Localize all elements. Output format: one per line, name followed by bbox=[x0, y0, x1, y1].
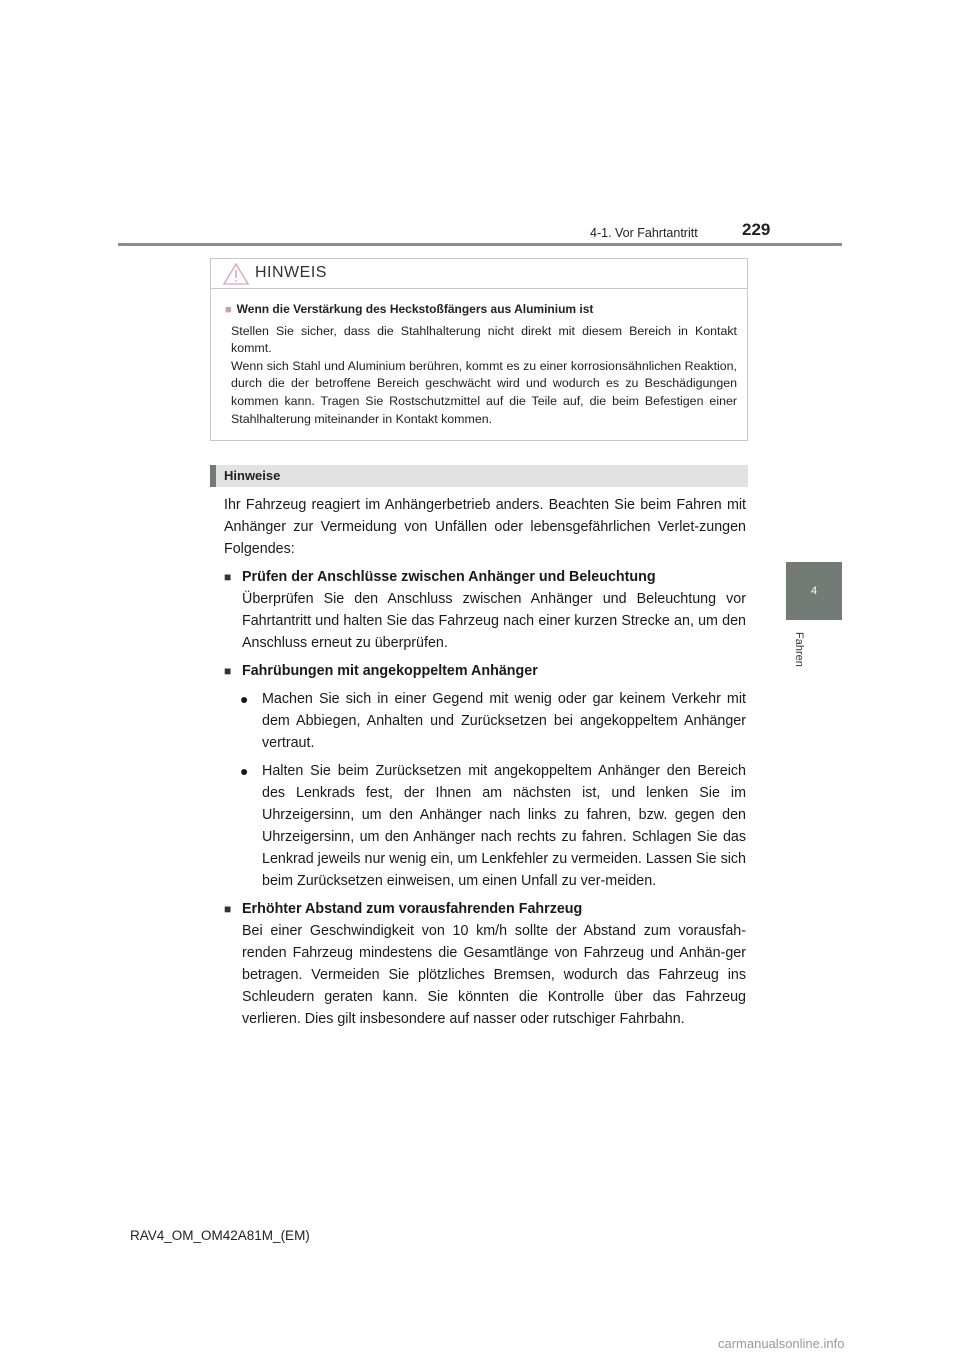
topic-heading-text: Erhöhter Abstand zum vorausfahrenden Fahrzeug bbox=[242, 901, 583, 917]
square-bullet-icon: ■ bbox=[225, 304, 232, 316]
topic-paragraph: Überprüfen Sie den Anschluss zwischen Anhänger und Beleuchtung vor Fahrtantritt und halten Sie das Fahrzeug nach einer kurzen Strecke an, um den Anschluss erneut zu überprüfen. bbox=[242, 591, 746, 651]
chapter-label: Fahren bbox=[793, 632, 805, 667]
bullet-item bbox=[224, 688, 746, 754]
topic-heading-text: Prüfen der Anschlüsse zwischen Anhänger und Beleuchtung bbox=[242, 569, 656, 585]
square-bullet-icon: ■ bbox=[224, 664, 232, 678]
topic-heading-text: Fahrübungen mit angekoppeltem Anhänger bbox=[242, 663, 538, 679]
page-number: 229 bbox=[742, 220, 771, 239]
document-code: RAV4_OM_OM42A81M_(EM) bbox=[130, 1228, 310, 1243]
notice-box bbox=[210, 258, 748, 441]
bullet-text: Machen Sie sich in einer Gegend mit wenig oder gar keinem Verkehr mit dem Abbiegen, Anhalten und Zurücksetzen bei angekoppeltem Anhänger vertraut. bbox=[262, 691, 746, 751]
header-divider bbox=[118, 243, 842, 246]
notice-body bbox=[211, 289, 747, 428]
header-section-title: 4-1. Vor Fahrtantritt bbox=[590, 226, 698, 240]
notice-text bbox=[225, 323, 737, 429]
bullet-dot-icon: ● bbox=[240, 763, 249, 779]
bullet-text: Halten Sie beim Zurücksetzen mit angekoppeltem Anhänger den Bereich des Lenkrads fest, der Ihnen am nächsten ist, und lenken Sie im Uhrzeigersinn, um den Anhänger nach links zu fahren, bzw. gegen den Uhrzeigersinn, um den Anhänger nach rechts zu fahren. Schlagen Sie das Lenkrad jeweils nur wenig ein, um Lenkfehler zu vermeiden. Lassen Sie sich beim Zurücksetzen einweisen, um einen Unfall zu ver-meiden. bbox=[262, 763, 746, 889]
topic-heading bbox=[224, 566, 746, 588]
notice-title: HINWEIS bbox=[255, 264, 327, 281]
section-content bbox=[224, 494, 746, 1030]
notice-paragraph: Stellen Sie sicher, dass die Stahlhalterung nicht direkt mit diesem Bereich in Kontakt kommt. bbox=[231, 323, 737, 356]
bullet-item bbox=[224, 760, 746, 892]
notice-header bbox=[211, 259, 747, 289]
topic-heading bbox=[224, 898, 746, 920]
warning-triangle-icon bbox=[223, 263, 249, 285]
notice-subheading bbox=[225, 301, 737, 320]
intro-paragraph: Ihr Fahrzeug reagiert im Anhängerbetrieb anders. Beachten Sie beim Fahren mit Anhänger zur Vermeidung von Unfällen oder lebensgefährlichen Verlet-zungen Folgendes: bbox=[224, 497, 746, 557]
square-bullet-icon: ■ bbox=[224, 570, 232, 584]
section-title: Hinweise bbox=[224, 468, 281, 483]
topic-heading bbox=[224, 660, 746, 682]
square-bullet-icon: ■ bbox=[224, 902, 232, 916]
notice-paragraph: Wenn sich Stahl und Aluminium berühren, kommt es zu einer korrosionsähnlichen Reaktion, durch die der betroffene Bereich geschwächt wird und wodurch es zu Beschädigungen kommen kann. Tragen Sie Rostschutzmittel auf die Teile auf, die beim Befestigen einer Stahlhalterung miteinander in Kontakt kommen. bbox=[231, 358, 737, 426]
topic-paragraph: Bei einer Geschwindigkeit von 10 km/h sollte der Abstand zum vorausfah-renden Fahrzeug mindestens die Gesamtlänge von Fahrzeug und Anhän-ger betragen. Vermeiden Sie plötzliches Bremsen, wodurch das Fahrzeug ins Schleudern geraten kann. Sie könnten die Kontrolle über das Fahrzeug verlieren. Dies gilt insbesondere auf nasser oder rutschiger Fahrbahn. bbox=[242, 923, 746, 1027]
notice-subheading-text: Wenn die Verstärkung des Heckstoßfängers aus Aluminium ist bbox=[236, 302, 594, 316]
watermark: carmanualsonline.info bbox=[718, 1336, 845, 1351]
chapter-tab bbox=[786, 562, 842, 620]
chapter-number: 4 bbox=[810, 585, 818, 597]
bullet-dot-icon: ● bbox=[240, 691, 249, 707]
section-heading-bar bbox=[210, 465, 748, 487]
